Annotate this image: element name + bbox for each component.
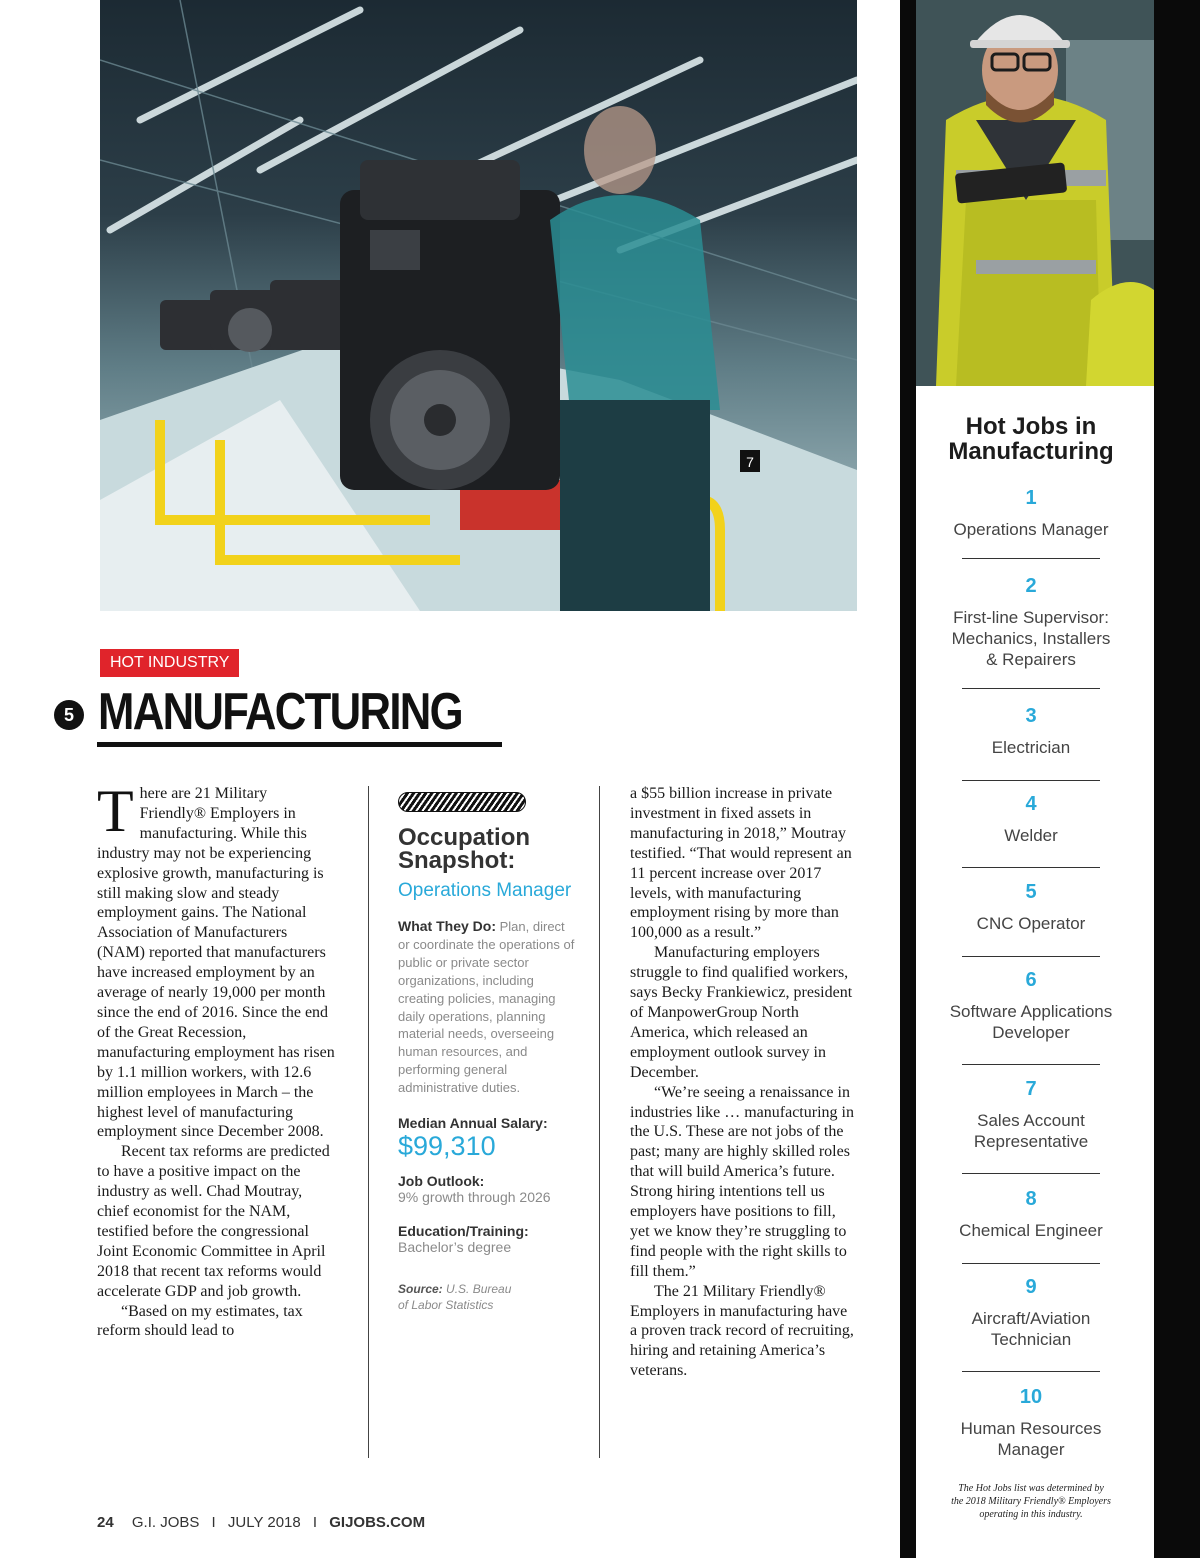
hot-job-item bbox=[916, 703, 1146, 791]
snapshot-occupation: Operations Manager bbox=[398, 880, 572, 901]
lane-marker: 7 bbox=[746, 454, 754, 470]
hero-photo bbox=[100, 0, 857, 611]
article-paragraph: “Based on my estimates, tax reform should lead to bbox=[97, 1302, 303, 1340]
hot-job-title-line: Operations Manager bbox=[953, 520, 1109, 539]
hot-job-item bbox=[916, 791, 1146, 879]
article-paragraph: Recent tax reforms are predicted to have a positive impact on the industry as well. Chad Moutray, chief economist for the NAM, testified before the congressional Joint Economic Committee in April 2018 that recent tax reforms would accelerate GDP and job growth. bbox=[97, 1143, 330, 1300]
website-link[interactable]: GIJOBS.COM bbox=[329, 1514, 426, 1531]
hot-job-title bbox=[916, 607, 1146, 670]
list-divider bbox=[962, 1173, 1100, 1174]
magazine-name: G.I. JOBS bbox=[131, 1514, 200, 1531]
occupation-snapshot bbox=[398, 792, 576, 1313]
hot-job-item bbox=[916, 1186, 1146, 1274]
hot-job-title-line: Technician bbox=[990, 1330, 1072, 1349]
hot-job-item bbox=[916, 879, 1146, 967]
article-paragraph: The 21 Military Friendly® Employers in manufacturing have a proven track record of recruiting, hiring and retaining America’s veterans. bbox=[630, 1282, 854, 1380]
outlook-value: 9% growth through 2026 bbox=[398, 1189, 551, 1206]
hot-job-title bbox=[916, 1418, 1146, 1460]
column-divider bbox=[368, 786, 369, 1458]
what-they-do-text bbox=[398, 918, 576, 1097]
source-text: U.S. Bureau bbox=[446, 1281, 512, 1296]
hot-job-title bbox=[916, 1308, 1146, 1350]
job-outlook bbox=[398, 1173, 576, 1207]
median-salary bbox=[398, 1115, 576, 1161]
hot-job-title bbox=[916, 519, 1146, 540]
footnote-line: the 2018 Military Friendly® Employers bbox=[951, 1496, 1111, 1507]
footer-separator: I bbox=[211, 1514, 216, 1531]
page-footer bbox=[97, 1514, 425, 1531]
hot-job-number: 6 bbox=[1025, 969, 1037, 991]
hot-job-item bbox=[916, 573, 1146, 703]
hot-job-title-line: Representative bbox=[973, 1132, 1089, 1151]
sidebar-photo bbox=[916, 0, 1154, 386]
salary-value: $99,310 bbox=[398, 1131, 496, 1162]
source-label: Source: bbox=[398, 1281, 443, 1296]
rank-badge: 5 bbox=[54, 700, 84, 730]
article-paragraph: “We’re seeing a renaissance in industries like … manufacturing in the U.S. These are not jobs of the past; many are highly skilled roles that will build America’s future. Strong hiring intentions tell us employers have positions to fill, yet we know they’re struggling to find people with the right skills to fill them.” bbox=[630, 1083, 854, 1280]
assembly-line-illustration bbox=[100, 0, 857, 611]
title-underline bbox=[97, 742, 502, 747]
sidebar-title-line1: Hot Jobs in bbox=[965, 413, 1097, 440]
hot-job-number: 7 bbox=[1025, 1078, 1037, 1100]
hot-job-item bbox=[916, 485, 1146, 573]
what-they-do-body: Plan, direct or coordinate the operations of public or private sector organizations, including creating policies, managing daily operations, planning material needs, overseeing human resources, and performing general administrative duties. bbox=[398, 919, 575, 1096]
source-text: of Labor Statistics bbox=[398, 1297, 494, 1312]
hot-job-number: 10 bbox=[1019, 1386, 1043, 1408]
hot-job-item bbox=[916, 1274, 1146, 1384]
hot-job-item bbox=[916, 1076, 1146, 1186]
paragraph-text: here are 21 Military Friendly® Employers in manufacturing. While this industry may not be experiencing explosive growth, manufacturing is still making slow and steady employment gains. The National Association of Manufacturers (NAM) reported that manufacturers have increased employment by an average of nearly 19,000 per month since the end of 2016. Since the end of the Great Recession, manufacturing employment has risen by 1.1 million workers, with 12.6 million employees in March – the highest level of manufacturing employment since December 2008. bbox=[97, 785, 335, 1141]
hot-job-title-line: Welder bbox=[1004, 826, 1058, 845]
hot-job-title bbox=[916, 825, 1146, 846]
hot-job-title-line: Mechanics, Installers bbox=[951, 629, 1111, 648]
article-column-3 bbox=[630, 784, 858, 1381]
hot-job-title-line: First-line Supervisor: bbox=[953, 608, 1109, 627]
hot-job-number: 4 bbox=[1025, 793, 1037, 815]
hot-job-title-line: & Repairers bbox=[986, 650, 1076, 669]
hot-job-title-line: Developer bbox=[992, 1023, 1070, 1042]
hot-job-title-line: Chemical Engineer bbox=[959, 1221, 1103, 1240]
footnote-line: The Hot Jobs list was determined by bbox=[958, 1483, 1104, 1494]
list-divider bbox=[962, 1064, 1100, 1065]
hot-job-number: 8 bbox=[1025, 1188, 1037, 1210]
hot-job-title-line: CNC Operator bbox=[976, 914, 1086, 933]
hot-job-title bbox=[916, 913, 1146, 934]
snapshot-source bbox=[398, 1281, 576, 1313]
page-number: 24 bbox=[97, 1514, 114, 1531]
snapshot-title bbox=[398, 826, 576, 872]
hot-job-title-line: Manager bbox=[997, 1440, 1065, 1459]
salary-label: Median Annual Salary: bbox=[398, 1115, 548, 1132]
list-divider bbox=[962, 558, 1100, 559]
article-paragraph bbox=[97, 778, 337, 1142]
drop-cap: T bbox=[97, 778, 134, 844]
hot-jobs-footnote bbox=[928, 1482, 1134, 1521]
hot-job-number: 1 bbox=[1025, 487, 1037, 509]
footnote-line: operating in this industry. bbox=[979, 1509, 1083, 1520]
footer-separator: I bbox=[312, 1514, 318, 1531]
hot-job-title bbox=[916, 737, 1146, 758]
education-training bbox=[398, 1223, 576, 1257]
hot-job-title bbox=[916, 1220, 1146, 1241]
hot-job-number: 9 bbox=[1025, 1276, 1037, 1298]
hot-job-number: 2 bbox=[1025, 575, 1037, 597]
article-paragraph: Manufacturing employers struggle to find qualified workers, says Becky Frankiewicz, president of ManpowerGroup North America, which released an employment outlook survey in December. bbox=[630, 944, 853, 1081]
list-divider bbox=[962, 780, 1100, 781]
list-divider bbox=[962, 867, 1100, 868]
hot-job-title bbox=[916, 1001, 1146, 1043]
issue-date: JULY 2018 bbox=[227, 1514, 301, 1531]
what-they-do bbox=[398, 918, 576, 1097]
list-divider bbox=[962, 688, 1100, 689]
page-title: MANUFACTURING bbox=[98, 683, 462, 741]
list-divider bbox=[962, 956, 1100, 957]
sidebar-title-line2: Manufacturing bbox=[948, 438, 1114, 465]
education-value: Bachelor’s degree bbox=[398, 1238, 512, 1255]
hot-job-item bbox=[916, 1384, 1146, 1464]
hot-job-number: 3 bbox=[1025, 705, 1037, 727]
engineer-illustration bbox=[916, 0, 1154, 386]
hot-job-item bbox=[916, 967, 1146, 1076]
sidebar-title bbox=[916, 414, 1146, 464]
list-divider bbox=[962, 1263, 1100, 1264]
article-column-1 bbox=[97, 778, 337, 1341]
snapshot-title-line: Occupation bbox=[398, 824, 531, 851]
hot-job-title-line: Aircraft/Aviation bbox=[971, 1309, 1091, 1328]
education-label: Education/Training: bbox=[398, 1222, 529, 1239]
article-paragraph: a $55 billion increase in private investment in fixed assets in manufacturing in 2018,” Moutray testified. “That would represent an 11 percent increase over 2017 levels, with manufacturing employment rising by more than 100,000 as a result.” bbox=[630, 785, 852, 942]
section-tag: HOT INDUSTRY bbox=[100, 649, 239, 677]
hot-job-number: 5 bbox=[1025, 881, 1037, 903]
hot-job-title-line: Software Applications bbox=[949, 1002, 1113, 1021]
hot-job-title-line: Electrician bbox=[991, 738, 1071, 757]
column-divider bbox=[599, 786, 600, 1458]
hot-job-title bbox=[916, 1110, 1146, 1152]
hot-job-title-line: Human Resources bbox=[960, 1419, 1102, 1438]
outlook-label: Job Outlook: bbox=[398, 1173, 485, 1190]
hatch-bar-decoration bbox=[398, 792, 526, 812]
snapshot-title-line: Snapshot: bbox=[398, 847, 516, 874]
hot-job-title-line: Sales Account bbox=[977, 1111, 1085, 1130]
list-divider bbox=[962, 1371, 1100, 1372]
what-they-do-label: What They Do: bbox=[398, 918, 496, 934]
hot-jobs-list bbox=[916, 485, 1146, 1464]
